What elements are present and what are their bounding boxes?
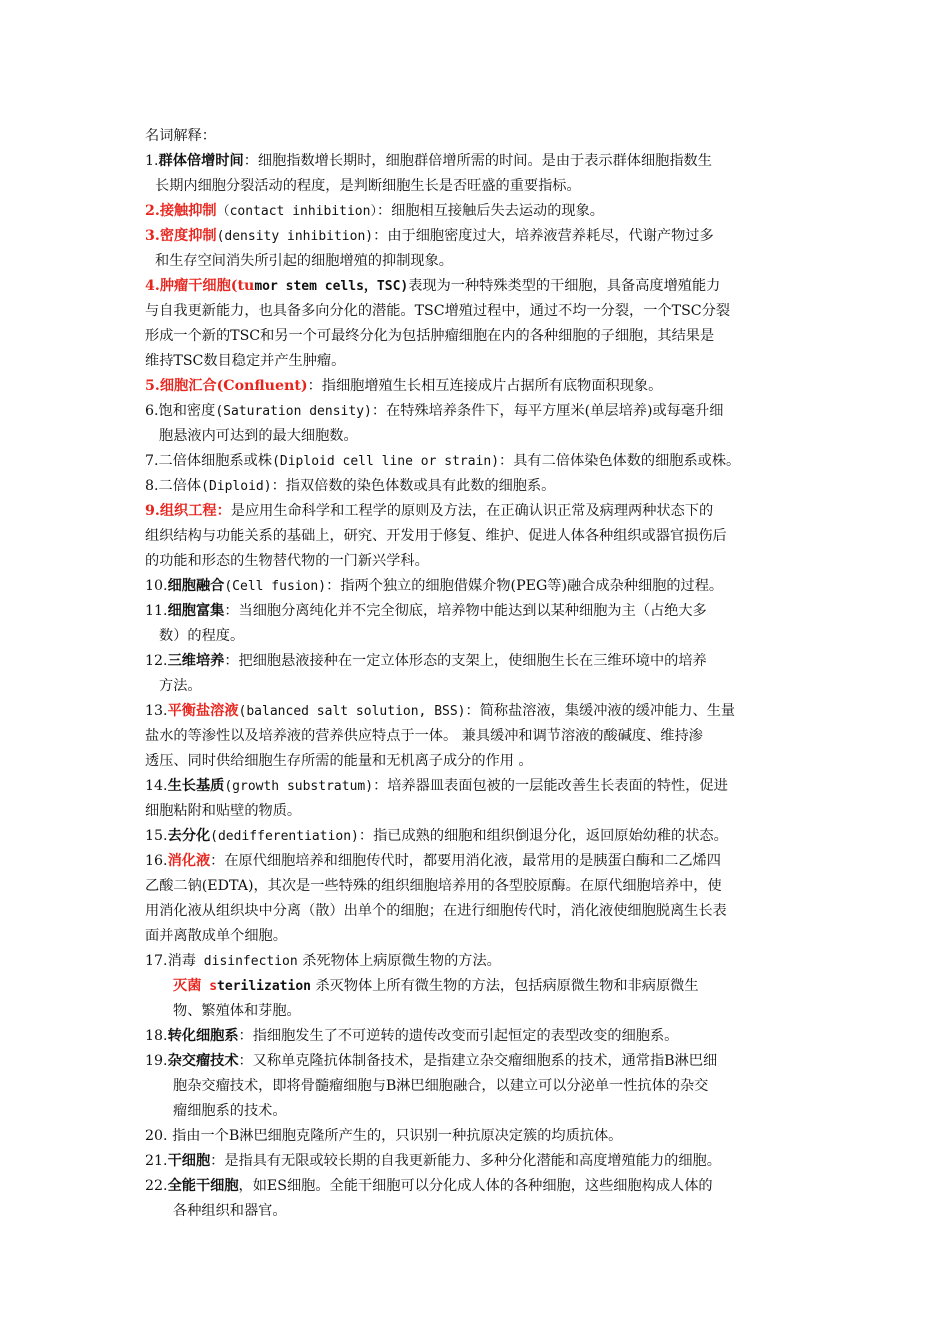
term: 二倍体	[158, 478, 202, 494]
section-heading: 名词解释：	[145, 128, 216, 144]
definition-10	[145, 574, 815, 599]
english-term: terilization	[217, 979, 311, 994]
term: 干细胞	[167, 1153, 211, 1169]
english-term: mor stem cells，TSC)	[254, 279, 409, 294]
term: 饱和密度	[158, 403, 216, 419]
definition-text: ：简称盐溶液，集缓冲液的缓冲能力、生量	[465, 703, 736, 719]
definition-text: ：当细胞分离纯化并不完全彻底，培养物中能达到以某种细胞为主（占绝大多	[224, 603, 707, 619]
term: 组织工程：	[159, 503, 231, 519]
definition-3	[145, 224, 815, 274]
definition-text: 维持TSC数目稳定并产生肿瘤。	[145, 353, 346, 369]
entry-number: 5.	[145, 378, 160, 394]
entry-number: 13.	[145, 703, 168, 719]
definition-text: ：由于细胞密度过大，培养液营养耗尽，代谢产物过多	[373, 228, 714, 244]
english-term: （contact inhibition）	[216, 204, 377, 219]
definition-1	[145, 149, 815, 199]
entry-number: 12.	[145, 653, 168, 669]
term: 细胞富集	[167, 603, 225, 619]
english-term: (Cell fusion)	[224, 579, 327, 594]
definition-text: ：培养器皿表面包被的一层能改善生长表面的特性，促进	[373, 778, 728, 794]
definition-16	[145, 849, 815, 949]
entry-number: 22.	[145, 1178, 168, 1194]
definition-21	[145, 1149, 815, 1174]
definition-text: 杀死物体上病原微生物的方法。	[297, 953, 501, 969]
definition-8	[145, 474, 815, 499]
definition-4	[145, 274, 815, 374]
term: 细胞汇合(Confluent)	[159, 378, 308, 394]
term: 全能干细胞	[167, 1178, 239, 1194]
definition-text: 的功能和形态的生物替代物的一门新兴学科。	[145, 553, 429, 569]
term: 杂交瘤技术	[167, 1053, 239, 1069]
definition-text: 透压、同时供给细胞生存所需的能量和无机离子成分的作用 。	[145, 753, 533, 769]
entry-number: 3.	[145, 228, 160, 244]
entry-number: 14.	[145, 778, 168, 794]
definition-text: ：细胞相互接触后失去运动的现象。	[376, 203, 604, 219]
term: 群体倍增时间	[158, 153, 244, 169]
entry-number: 17.	[145, 953, 168, 969]
english-term: (dedifferentiation)	[210, 829, 359, 844]
definition-5	[145, 374, 815, 399]
definition-text: 杀灭物体上所有微生物的方法，包括病原微生物和非病原微生	[310, 978, 699, 994]
definition-6	[145, 399, 815, 449]
definition-text: 乙酸二钠(EDTA)，其次是一些特殊的组织细胞培养用的各型胶原酶。在原代细胞培养中，使	[145, 878, 722, 894]
definition-text: ，如ES细胞。全能干细胞可以分化成人体的各种细胞，这些细胞构成人体的	[238, 1178, 713, 1194]
term: 接触抑制	[159, 203, 217, 219]
definition-text: ：指两个独立的细胞借媒介物(PEG等)融合成杂种细胞的过程。	[326, 578, 724, 594]
definition-text: 指由一个B淋巴细胞克隆所产生的，只识别一种抗原决定簇的均质抗体。	[167, 1128, 623, 1144]
definition-text: ：把细胞悬液接种在一定立体形态的支架上，使细胞生长在三维环境中的培养	[224, 653, 707, 669]
definition-18	[145, 1024, 815, 1049]
entry-number: 19.	[145, 1053, 168, 1069]
term: 生长基质	[167, 778, 225, 794]
english-term: (balanced salt solution, BSS)	[238, 704, 466, 719]
term: 去分化	[167, 828, 211, 844]
term: 密度抑制	[159, 228, 217, 244]
definition-text: 组织结构与功能关系的基础上，研究、开发用于修复、维护、促进人体各种组织或器官损伤后	[145, 528, 727, 544]
definition-text: ：指细胞发生了不可逆转的遗传改变而引起恒定的表型改变的细胞系。	[238, 1028, 679, 1044]
entry-number: 6.	[145, 403, 159, 419]
definition-text: 和生存空间消失所引起的细胞增殖的抑制现象。	[155, 253, 453, 269]
entry-number: 8.	[145, 478, 159, 494]
term: 灭菌	[173, 978, 202, 994]
definition-text: 是应用生命科学和工程学的原则及方法，在正确认识正常及病理两种状态下的	[230, 503, 714, 519]
entry-number: 7.	[145, 453, 159, 469]
definition-11	[145, 599, 815, 649]
definition-2	[145, 199, 815, 224]
definition-text: ：指已成熟的细胞和组织倒退分化，返回原始幼稚的状态。	[358, 828, 728, 844]
entry-number: 20.	[145, 1128, 168, 1144]
english-term-initial: s	[201, 979, 218, 994]
definition-text: ：又称单克隆抗体制备技术，是指建立杂交瘤细胞系的技术，通常指B淋巴细	[238, 1053, 718, 1069]
definition-20	[145, 1124, 815, 1149]
definition-text: ：在特殊培养条件下，每平方厘米(单层培养)或每毫升细	[371, 403, 724, 419]
english-term: disinfection	[195, 954, 298, 969]
definition-text: ：指双倍数的染色体数或具有此数的细胞系。	[271, 478, 556, 494]
definition-text: 用消化液从组织块中分离（散）出单个的细胞；在进行细胞传代时，消化液使细胞脱离生长表	[145, 903, 727, 919]
english-term: (Diploid cell line or strain)	[272, 454, 500, 469]
definition-text: 细胞粘附和贴壁的物质。	[145, 803, 302, 819]
definition-text: 胞悬液内可达到的最大细胞数。	[159, 428, 358, 444]
definition-22	[145, 1174, 815, 1224]
definition-14	[145, 774, 815, 824]
term: 消毒	[167, 953, 196, 969]
definition-text: 盐水的等渗性以及培养液的营养供应特点于一体。 兼具缓冲和调节溶液的酸碱度、维持渗	[145, 728, 703, 744]
entry-number: 9.	[145, 503, 160, 519]
definition-text: 数）的程度。	[159, 628, 245, 644]
entry-number: 1.	[145, 153, 159, 169]
entry-number: 2.	[145, 203, 160, 219]
definition-text: ：具有二倍体染色体数的细胞系或株。	[499, 453, 741, 469]
definition-text: 形成一个新的TSC和另一个可最终分化为包括肿瘤细胞在内的各种细胞的子细胞，其结果是	[145, 328, 715, 344]
definition-17	[145, 949, 815, 1024]
definition-text: ：指细胞增殖生长相互连接成片占据所有底物面积现象。	[307, 378, 663, 394]
entry-number: 21.	[145, 1153, 168, 1169]
definition-text: 表现为一种特殊类型的干细胞，具备高度增殖能力	[408, 278, 721, 294]
document-page	[145, 124, 815, 1224]
entry-number: 15.	[145, 828, 168, 844]
entry-number: 18.	[145, 1028, 168, 1044]
term: 二倍体细胞系或株	[158, 453, 273, 469]
definition-13	[145, 699, 815, 774]
definition-9	[145, 499, 815, 574]
term: 三维培养	[167, 653, 225, 669]
term: 平衡盐溶液	[167, 703, 239, 719]
definition-text: 胞杂交瘤技术，即将骨髓瘤细胞与B淋巴细胞融合，以建立可以分泌单一性抗体的杂交	[173, 1078, 709, 1094]
entry-number: 16.	[145, 853, 168, 869]
term: 细胞融合	[167, 578, 225, 594]
definition-text: 与自我更新能力，也具备多向分化的潜能。TSC增殖过程中，通过不均一分裂，一个TSC分裂	[145, 303, 731, 319]
term: 消化液	[167, 853, 211, 869]
definition-text: ：细胞指数增长期时，细胞群倍增所需的时间。是由于表示群体细胞指数生	[243, 153, 712, 169]
term: 肿瘤干细胞(tu	[159, 278, 255, 294]
term: 转化细胞系	[167, 1028, 239, 1044]
definition-text: ：是指具有无限或较长期的自我更新能力、多种分化潜能和高度增殖能力的细胞。	[210, 1153, 721, 1169]
entry-number: 11.	[145, 603, 168, 619]
definition-text: 物、繁殖体和芽胞。	[173, 1003, 301, 1019]
definition-text: 瘤细胞系的技术。	[173, 1103, 287, 1119]
definition-15	[145, 824, 815, 849]
definition-text: 长期内细胞分裂活动的程度，是判断细胞生长是否旺盛的重要指标。	[155, 178, 581, 194]
definition-text: 面并离散成单个细胞。	[145, 928, 287, 944]
english-term: (Saturation density)	[215, 404, 372, 419]
definition-text: 方法。	[159, 678, 202, 694]
definition-19	[145, 1049, 815, 1124]
definition-7	[145, 449, 815, 474]
definition-text: 各种组织和器官。	[173, 1203, 287, 1219]
english-term: (Diploid)	[201, 479, 272, 494]
definition-12	[145, 649, 815, 699]
entry-number: 4.	[145, 278, 160, 294]
english-term: (density inhibition)	[216, 229, 374, 244]
entry-number: 10.	[145, 578, 168, 594]
definition-text: ：在原代细胞培养和细胞传代时，都要用消化液，最常用的是胰蛋白酶和二乙烯四	[210, 853, 721, 869]
english-term: (growth substratum)	[224, 779, 374, 794]
